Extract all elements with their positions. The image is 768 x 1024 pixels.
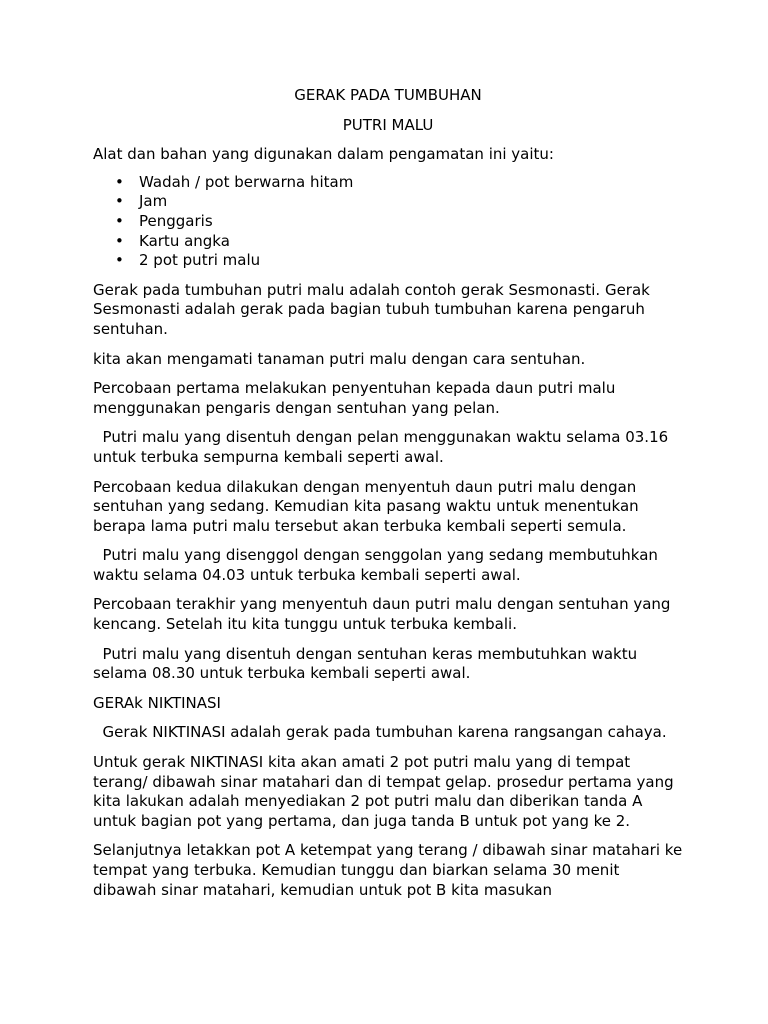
bullet-icon: • [115,192,124,211]
intro-paragraph: Alat dan bahan yang digunakan dalam pengamatan ini yaitu: [93,145,554,164]
document-body [93,86,683,900]
list-item-text: Penggaris [139,211,213,230]
list-item-text: Wadah / pot berwarna hitam [139,172,354,191]
list-item-text: Kartu angka [139,231,230,250]
list-item [93,192,683,212]
paragraph-second-result: Putri malu yang disenggol dengan senggolan yang sedang membutuhkan waktu selama 04.03 untuk terbuka kembali seperti awal. [93,546,663,584]
list-item-text: Jam [139,192,168,211]
bullet-icon: • [115,172,124,191]
materials-list [93,173,683,271]
list-item [93,251,683,271]
list-item [93,232,683,252]
paragraph-niktinasi-procedure: Untuk gerak NIKTINASI kita akan amati 2 pot putri malu yang di tempat terang/ dibawah sinar matahari dan di tempat gelap. prosedur pertama yang kita lakukan adalah menyediakan 2 pot putri malu dan diberikan tanda A untuk bagian pot yang pertama, dan juga tanda B untuk pot yang ke 2. [93,753,674,830]
paragraph-last-experiment: Percobaan terakhir yang menyentuh daun putri malu dengan sentuhan yang kencang. Setelah itu kita tunggu untuk terbuka kembali. [93,595,671,634]
document-subtitle: PUTRI MALU [342,115,434,134]
paragraph-first-experiment: Percobaan pertama melakukan penyentuhan kepada daun putri malu menggunakan pengaris dengan sentuhan yang pelan. [93,379,616,417]
paragraph-niktinasi-next-step: Selanjutnya letakkan pot A ketempat yang terang / dibawah sinar matahari ke tempat yang terbuka. Kemudian tunggu dan biarkan selama 30 menit dibawah sinar matahari, kemudian untuk pot B kita masukan [93,841,683,899]
section-heading-niktinasi: GERAk NIKTINASI [93,693,221,712]
paragraph-first-result: Putri malu yang disentuh dengan pelan menggunakan waktu selama 03.16 untuk terbuka sempurna kembali seperti awal. [93,428,673,466]
paragraph-observation-method: kita akan mengamati tanaman putri malu dengan cara sentuhan. [93,349,586,368]
paragraph-niktinasi-definition: Gerak NIKTINASI adalah gerak pada tumbuhan karena rangsangan cahaya. [93,723,667,742]
bullet-icon: • [115,251,124,270]
bullet-icon: • [115,231,124,250]
paragraph-sesmonasti-definition: Gerak pada tumbuhan putri malu adalah contoh gerak Sesmonasti. Gerak Sesmonasti adalah gerak pada bagian tubuh tumbuhan karena pengaruh sentuhan. [93,280,650,338]
list-item-text: 2 pot putri malu [139,251,261,270]
document-title: GERAK PADA TUMBUHAN [294,86,482,104]
paragraph-last-result: Putri malu yang disentuh dengan sentuhan keras membutuhkan waktu selama 08.30 untuk terbuka kembali seperti awal. [93,644,642,683]
list-item [93,212,683,232]
paragraph-second-experiment: Percobaan kedua dilakukan dengan menyentuh daun putri malu dengan sentuhan yang sedang. Kemudian kita pasang waktu untuk menentukan berapa lama putri malu tersebut akan terbuka kembali seperti semula. [93,477,639,535]
list-item [93,173,683,193]
bullet-icon: • [115,211,124,230]
